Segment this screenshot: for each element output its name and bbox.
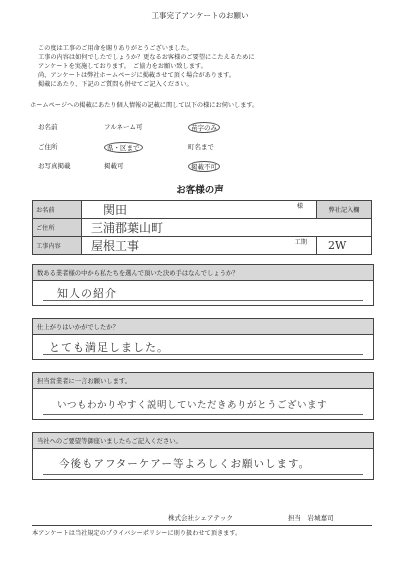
answer-area[interactable] — [33, 335, 373, 359]
work-value: 屋根工事 — [91, 239, 140, 253]
question-box-1 — [32, 264, 374, 306]
intro-line: 掲載にあたり、下記のご質問も併せてご記入ください。 — [38, 81, 193, 88]
name-label: お名前 — [33, 201, 82, 219]
staff-name: 担当 岩城嘉司 — [288, 514, 334, 522]
option-choice-1[interactable]: フルネーム可 — [104, 123, 143, 131]
question-text: 担当営業者に一言お願いします。 — [33, 373, 373, 389]
option-choice-1[interactable]: 県・区まで — [104, 142, 143, 153]
answer-area[interactable] — [33, 449, 373, 479]
answer-line — [43, 354, 363, 355]
answer-text: いつもわかりやすく説明していただきありがとうございます — [57, 400, 328, 411]
name-field[interactable] — [82, 201, 317, 219]
answer-line — [43, 300, 363, 301]
intro-line: 尚、アンケートは弊社ホームページに掲載させて頂く場合があります。 — [38, 72, 236, 79]
answer-text: 今後もアフターケアー等よろしくお願いします。 — [59, 458, 311, 470]
staff-column-label: 弊社記入欄 — [317, 201, 372, 219]
option-choice-2[interactable]: 町名まで — [188, 143, 214, 151]
name-value: 関田 — [103, 203, 128, 217]
period-value: 2W — [328, 239, 347, 252]
option-label: ご住所 — [38, 143, 58, 151]
form-title: 工事完了アンケートのお願い — [151, 11, 249, 20]
answer-area[interactable] — [33, 389, 373, 419]
privacy-notice: ホームページへの掲載にあたり個人情報の記載に関して以下の様にお伺いします。 — [30, 102, 259, 109]
question-box-3 — [32, 372, 374, 420]
question-text: 仕上がりはいかがでしたか？ — [33, 319, 373, 335]
intro-line: アンケートを実施しております。 ご協力をお願い致します。 — [38, 63, 207, 70]
option-choice-2[interactable]: 苗字のみ — [188, 122, 220, 133]
period-field[interactable] — [317, 237, 372, 255]
work-field[interactable] — [82, 237, 317, 255]
intro-line: 工事の内容は如何でしたでしょうか？更なるお客様のご要望にこたえるために — [38, 54, 255, 61]
answer-line — [43, 414, 363, 415]
company-name: 株式会社シェアテック — [168, 514, 233, 522]
intro-line: この度は工事のご用命を賜りありがとうございました。 — [38, 45, 193, 52]
option-label: お写真掲載 — [38, 162, 71, 170]
option-label: お名前 — [38, 123, 58, 131]
customer-info-table — [32, 200, 372, 255]
option-choice-2[interactable]: 掲載不可 — [188, 161, 220, 172]
question-text: 当社へのご要望等御座いましたらご記入ください。 — [33, 433, 373, 449]
address-value: 三浦郡葉山町 — [91, 221, 164, 235]
question-box-2 — [32, 318, 374, 360]
work-label: 工事内容 — [33, 237, 82, 255]
answer-area[interactable] — [33, 281, 373, 305]
address-label: ご住所 — [33, 219, 82, 237]
period-label: 工期 — [294, 239, 307, 246]
question-text: 数ある業者様の中から私たちを選んで頂いた決め手はなんでしょうか？ — [33, 265, 373, 281]
option-choice-1[interactable]: 掲載可 — [104, 162, 124, 170]
voice-title: お客様の声 — [176, 185, 224, 196]
answer-text: 知人の紹介 — [57, 287, 117, 300]
question-box-4 — [32, 432, 374, 480]
address-field[interactable] — [82, 219, 372, 237]
honorific: 様 — [296, 203, 303, 210]
intro-text — [38, 44, 378, 89]
answer-line — [43, 474, 363, 475]
answer-text: とても満足しました。 — [49, 341, 169, 354]
privacy-footer: 本アンケートは当社規定のプライバシーポリシーに則り扱わせて頂きます。 — [32, 525, 372, 537]
